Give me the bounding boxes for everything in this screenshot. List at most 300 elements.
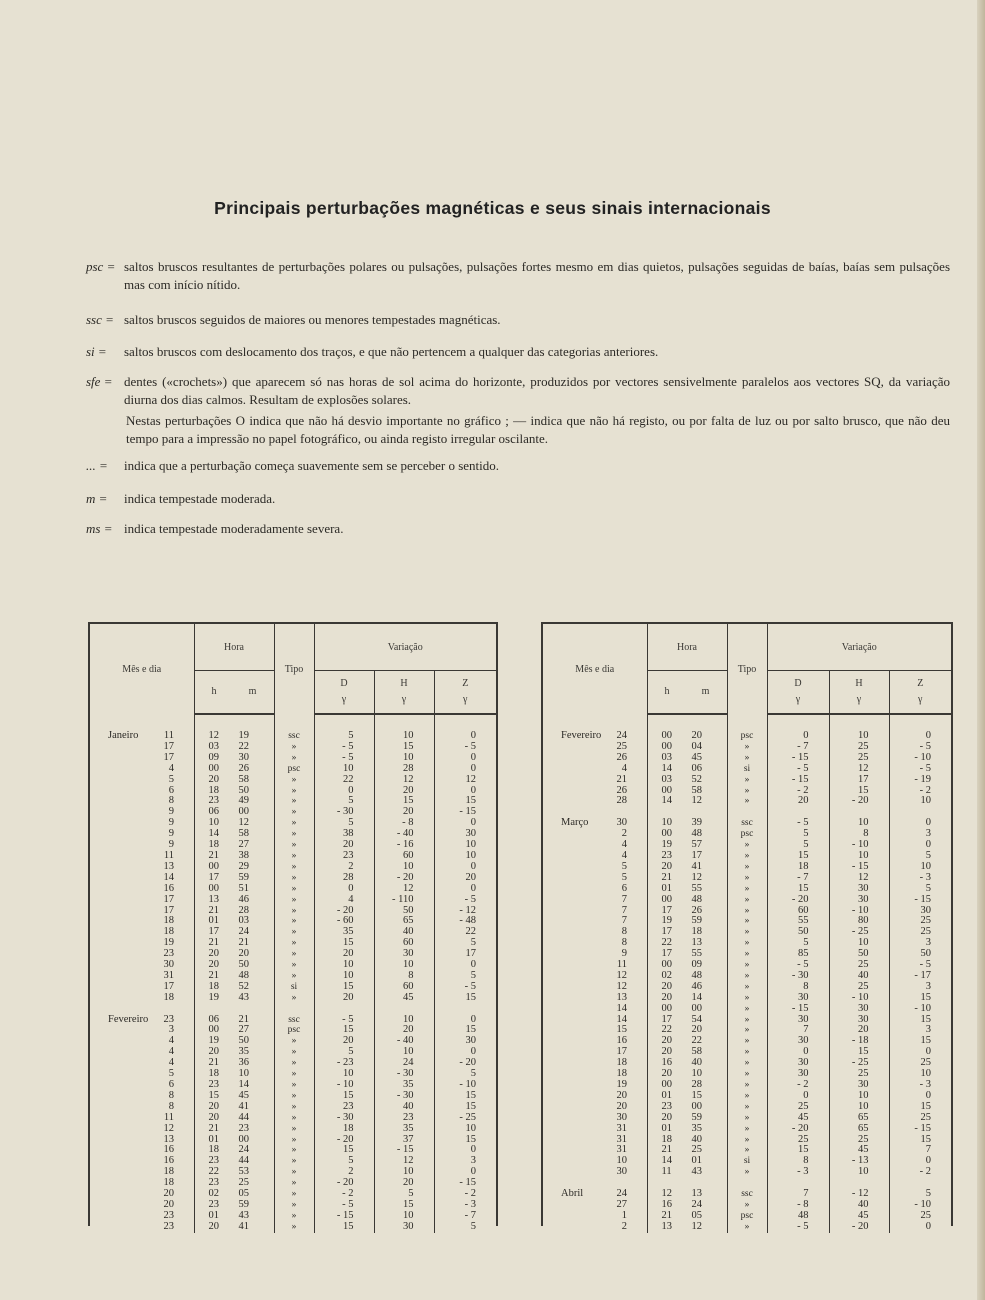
day-value: 7	[621, 904, 627, 916]
def-text: dentes («crochets») que aparecem só nas horas de sol acima do horizonte, produzidos por vectores sensivelmente paralelos aos vectores SQ, da variação diurna dos dias calmos. Resultam de explosões solares.	[124, 374, 950, 407]
table-row	[90, 971, 496, 982]
cell-d: 10	[314, 960, 374, 971]
cell-d: - 5	[314, 1200, 374, 1211]
hour-value: 17	[661, 948, 672, 960]
cell-hour	[194, 927, 274, 938]
cell-month-day	[543, 753, 647, 764]
table-row	[543, 993, 951, 1004]
cell-type: ssc	[274, 731, 314, 742]
hour-value: 10	[208, 817, 219, 829]
minute-value: 21	[238, 1013, 249, 1025]
cell-hour	[647, 927, 727, 938]
cell-h: 12	[829, 873, 889, 884]
cell-month-day	[90, 1124, 194, 1135]
cell-month-day	[90, 1047, 194, 1058]
gamma-unit: γ	[401, 694, 407, 705]
minute-value: 58	[691, 1046, 702, 1058]
cell-z: 15	[465, 1089, 476, 1101]
def-text: saltos bruscos seguidos de maiores ou menores tempestades magnéticas.	[124, 312, 501, 327]
cell-d: - 23	[314, 1058, 374, 1069]
table-row	[543, 1102, 951, 1113]
cell-z: 50	[920, 948, 931, 960]
cell-type: »	[274, 1189, 314, 1200]
cell-d: - 15	[767, 1004, 829, 1015]
cell-d: 5	[314, 1047, 374, 1058]
hour-value: 00	[208, 762, 219, 774]
month-label: Janeiro	[108, 730, 139, 741]
table-row	[90, 993, 496, 1004]
cell-h: - 10	[829, 906, 889, 917]
spacer-row	[90, 714, 496, 731]
cell-type: »	[727, 1015, 767, 1026]
cell-month-day	[543, 1167, 647, 1178]
cell-month-day	[543, 1178, 647, 1189]
day-value: 8	[621, 937, 627, 949]
day-value: 11	[616, 959, 627, 971]
day-value: 13	[163, 860, 174, 872]
cell-d: - 20	[314, 1178, 374, 1189]
cell-month-day	[90, 873, 194, 884]
col-type: Tipo	[274, 624, 314, 714]
minute-value: 27	[238, 1024, 249, 1036]
cell-hour	[194, 1200, 274, 1211]
cell-z: - 5	[919, 740, 931, 752]
cell-type: »	[274, 1156, 314, 1167]
hour-value: 14	[661, 1155, 672, 1167]
cell-h: 12	[374, 775, 434, 786]
cell-hour	[647, 829, 727, 840]
day-value: 16	[163, 1155, 174, 1167]
cell-z: 0	[470, 730, 476, 741]
table-row	[90, 1036, 496, 1047]
cell-hour	[647, 1047, 727, 1058]
table-row	[90, 818, 496, 829]
cell-month-day	[90, 1058, 194, 1069]
cell-hour	[194, 916, 274, 927]
cell-z: 22	[465, 926, 476, 938]
cell-z: - 19	[914, 773, 931, 785]
cell-hour	[647, 993, 727, 1004]
minute-value: 35	[238, 1046, 249, 1058]
col-hm	[194, 671, 274, 715]
hour-value: 23	[208, 795, 219, 807]
col-h: h	[664, 686, 670, 697]
cell-h: 50	[829, 949, 889, 960]
table-row	[543, 796, 951, 807]
day-value: 17	[616, 1046, 627, 1058]
cell-z: - 5	[919, 762, 931, 774]
day-value: 18	[163, 1177, 174, 1189]
minute-value: 24	[691, 1198, 702, 1210]
cell-h: 20	[374, 1025, 434, 1036]
cell-d: 2	[314, 1167, 374, 1178]
day-value: 9	[168, 806, 174, 818]
minute-value: 59	[238, 871, 249, 883]
cell-z: 10	[920, 860, 931, 872]
cell-h: 15	[829, 786, 889, 797]
cell-h: 10	[829, 1167, 889, 1178]
minute-value: 45	[238, 1089, 249, 1101]
cell-type: »	[274, 742, 314, 753]
cell-type: »	[274, 1200, 314, 1211]
col-z	[889, 671, 951, 715]
cell-z: 15	[920, 1035, 931, 1047]
cell-hour	[647, 916, 727, 927]
cell-month-day	[543, 829, 647, 840]
cell-month-day	[543, 1222, 647, 1233]
table-row	[90, 1047, 496, 1058]
cell-type: »	[274, 1113, 314, 1124]
cell-z: 15	[465, 795, 476, 807]
hour-value: 16	[661, 1198, 672, 1210]
cell-d: 0	[767, 1091, 829, 1102]
cell-d: - 5	[314, 742, 374, 753]
cell-month-day	[543, 960, 647, 971]
table-row	[90, 753, 496, 764]
spacer-cell	[434, 714, 496, 731]
cell-month-day	[543, 949, 647, 960]
cell-z: 15	[465, 1100, 476, 1112]
day-value: 26	[616, 784, 627, 796]
cell-d: 20	[314, 993, 374, 1004]
table-row	[90, 1189, 496, 1200]
cell-month-day	[543, 796, 647, 807]
hour-value: 17	[661, 1013, 672, 1025]
cell-h: 8	[829, 829, 889, 840]
cell-hour	[647, 960, 727, 971]
day-value: 31	[616, 1133, 627, 1145]
day-value: 30	[616, 817, 627, 829]
cell-month-day	[543, 786, 647, 797]
cell-type: »	[274, 1211, 314, 1222]
hour-value: 01	[661, 1122, 672, 1134]
day-value: 8	[621, 926, 627, 938]
cell-hour	[194, 1025, 274, 1036]
minute-value: 46	[238, 893, 249, 905]
cell-hour	[194, 786, 274, 797]
day-value: 4	[168, 762, 174, 774]
cell-h: 10	[829, 851, 889, 862]
hour-value: 23	[208, 1198, 219, 1210]
cell-d: 28	[314, 873, 374, 884]
cell-month-day	[543, 884, 647, 895]
cell-month-day	[543, 1200, 647, 1211]
cell-type	[727, 1178, 767, 1189]
cell-z: - 5	[464, 740, 476, 752]
cell-h: 45	[374, 993, 434, 1004]
cell-hour	[647, 1058, 727, 1069]
day-value: 11	[163, 1111, 174, 1123]
day-value: 24	[616, 1188, 627, 1200]
cell-h: - 20	[829, 1222, 889, 1233]
cell-h: 65	[374, 916, 434, 927]
cell-month-day	[90, 786, 194, 797]
cell-type: »	[727, 862, 767, 873]
cell-month-day	[543, 906, 647, 917]
cell-z: 17	[465, 948, 476, 960]
table-row	[90, 1102, 496, 1113]
cell-month-day	[543, 1015, 647, 1026]
cell-type	[727, 807, 767, 818]
day-value: 25	[616, 740, 627, 752]
minute-value: 00	[238, 1133, 249, 1145]
cell-h: 20	[374, 786, 434, 797]
col-hm	[647, 671, 727, 715]
cell-type: »	[274, 840, 314, 851]
cell-hour	[647, 938, 727, 949]
cell-type: »	[274, 1102, 314, 1113]
cell-h: 17	[829, 775, 889, 786]
table-row	[90, 786, 496, 797]
cell-h: 15	[374, 1200, 434, 1211]
hour-value: 18	[208, 1144, 219, 1156]
hour-value: 20	[661, 980, 672, 992]
cell-d: 5	[767, 829, 829, 840]
gamma-unit: γ	[795, 694, 801, 705]
cell-hour	[194, 840, 274, 851]
cell-type: »	[727, 1167, 767, 1178]
day-value: 30	[163, 959, 174, 971]
cell-z: 10	[465, 1122, 476, 1134]
hour-value: 21	[661, 1209, 672, 1221]
cell-z: 5	[925, 1188, 931, 1200]
cell-hour	[194, 960, 274, 971]
cell-d: 15	[314, 1025, 374, 1036]
cell-month-day	[543, 1004, 647, 1015]
cell-d: - 3	[767, 1167, 829, 1178]
day-value: 12	[616, 969, 627, 981]
table-row	[543, 927, 951, 938]
minute-value: 28	[691, 1079, 702, 1090]
minute-value: 25	[238, 1177, 249, 1189]
cell-d: - 5	[314, 753, 374, 764]
day-value: 12	[163, 1122, 174, 1134]
cell-h: 10	[374, 753, 434, 764]
cell-h	[374, 1004, 434, 1015]
day-value: 16	[616, 1035, 627, 1047]
cell-month-day	[90, 829, 194, 840]
day-value: 7	[621, 915, 627, 927]
cell-type: »	[727, 1135, 767, 1146]
table-row	[90, 1156, 496, 1167]
cell-z: 0	[470, 1013, 476, 1025]
table-row	[543, 1080, 951, 1091]
cell-z: 10	[920, 795, 931, 807]
cell-z: 0	[470, 1166, 476, 1178]
minute-value: 05	[238, 1188, 249, 1200]
cell-month-day	[543, 742, 647, 753]
hour-value: 23	[208, 1177, 219, 1189]
day-value: 9	[621, 948, 627, 960]
cell-month-day	[543, 1058, 647, 1069]
cell-d: 30	[767, 1058, 829, 1069]
hour-value: 14	[661, 762, 672, 774]
col-month-day: Mês e dia	[543, 624, 647, 714]
day-value: 17	[163, 893, 174, 905]
hour-value: 23	[661, 849, 672, 861]
hour-value: 20	[661, 1068, 672, 1080]
cell-hour	[194, 971, 274, 982]
hour-value: 00	[661, 730, 672, 741]
cell-hour	[194, 829, 274, 840]
cell-h: 30	[829, 1015, 889, 1026]
hour-value: 17	[208, 926, 219, 938]
day-value: 6	[168, 1079, 174, 1090]
day-value: 18	[616, 1068, 627, 1080]
cell-hour	[194, 938, 274, 949]
cell-type: »	[274, 1178, 314, 1189]
minute-value: 10	[238, 1068, 249, 1080]
col-h-field	[374, 671, 434, 715]
minute-value: 27	[238, 839, 249, 851]
day-value: 23	[163, 1209, 174, 1221]
gamma-unit: γ	[918, 694, 923, 705]
cell-z: 0	[470, 817, 476, 829]
cell-hour	[647, 1156, 727, 1167]
spacer-cell	[767, 714, 829, 731]
minute-value: 48	[238, 969, 249, 981]
cell-type: »	[274, 1091, 314, 1102]
cell-h: 40	[374, 927, 434, 938]
cell-type: »	[727, 1025, 767, 1036]
cell-type: »	[727, 1004, 767, 1015]
cell-month-day	[543, 873, 647, 884]
col-m: m	[248, 686, 257, 697]
table-row	[543, 1047, 951, 1058]
table-row	[543, 916, 951, 927]
minute-value: 13	[691, 937, 702, 949]
day-value: 4	[621, 849, 627, 861]
cell-hour	[194, 1058, 274, 1069]
cell-h: 30	[829, 1080, 889, 1091]
cell-hour	[194, 807, 274, 818]
table-row	[90, 807, 496, 818]
day-value: 26	[616, 751, 627, 763]
hour-value: 23	[661, 1100, 672, 1112]
minute-value: 59	[691, 915, 702, 927]
cell-type: »	[727, 938, 767, 949]
cell-z: - 15	[459, 1177, 476, 1189]
day-value: 4	[168, 1046, 174, 1058]
table-row	[90, 1058, 496, 1069]
cell-type: »	[727, 742, 767, 753]
hour-value: 00	[208, 1024, 219, 1036]
minute-value: 26	[691, 904, 702, 916]
cell-d: 15	[767, 1145, 829, 1156]
hour-value: 01	[661, 1089, 672, 1101]
minute-value: 17	[691, 849, 702, 861]
cell-z: 25	[920, 926, 931, 938]
cell-d: 15	[767, 884, 829, 895]
cell-h: 40	[374, 1102, 434, 1113]
cell-h: - 10	[829, 840, 889, 851]
cell-h: 5	[374, 1189, 434, 1200]
cell-month-day	[90, 742, 194, 753]
cell-hour	[194, 895, 274, 906]
minute-value: 54	[691, 1013, 702, 1025]
day-value: 24	[616, 730, 627, 741]
col-h-field	[829, 671, 889, 715]
hour-value: 17	[661, 904, 672, 916]
table-row	[543, 906, 951, 917]
hour-value: 18	[208, 1068, 219, 1080]
day-value: 27	[616, 1198, 627, 1210]
table-row	[543, 982, 951, 993]
cell-h: 15	[829, 1047, 889, 1058]
def-ssc	[86, 311, 950, 343]
hour-value: 17	[208, 871, 219, 883]
day-value: 20	[616, 1089, 627, 1101]
minute-value: 12	[691, 1220, 702, 1232]
cell-month-day	[90, 753, 194, 764]
day-value: 8	[168, 1089, 174, 1101]
cell-type: ssc	[727, 818, 767, 829]
def-si	[86, 343, 950, 373]
day-value: 19	[163, 937, 174, 949]
cell-type: »	[274, 796, 314, 807]
cell-z: - 10	[914, 1198, 931, 1210]
cell-d: 10	[314, 764, 374, 775]
cell-month-day	[543, 1047, 647, 1058]
cell-hour	[647, 1145, 727, 1156]
col-variation: Variação	[841, 641, 877, 653]
minute-value: 23	[238, 1122, 249, 1134]
cell-type: »	[274, 971, 314, 982]
table-row	[90, 1091, 496, 1102]
table-row	[543, 971, 951, 982]
hour-value: 20	[661, 860, 672, 872]
cell-type: »	[727, 1069, 767, 1080]
minute-value: 38	[238, 849, 249, 861]
cell-h: 23	[374, 1113, 434, 1124]
cell-month-day	[543, 807, 647, 818]
cell-type: »	[274, 753, 314, 764]
cell-h: - 25	[829, 927, 889, 938]
cell-z: - 2	[919, 1166, 931, 1178]
hour-value: 20	[661, 1046, 672, 1058]
hour-value: 20	[208, 959, 219, 971]
table-row	[543, 1015, 951, 1026]
hour-value: 19	[208, 991, 219, 1003]
minute-value: 21	[238, 937, 249, 949]
cell-d: 18	[767, 862, 829, 873]
cell-h: 60	[374, 982, 434, 993]
cell-hour	[194, 1091, 274, 1102]
cell-d: 15	[767, 851, 829, 862]
cell-d: 7	[767, 1025, 829, 1036]
month-label: Fevereiro	[561, 730, 602, 741]
hour-value: 13	[661, 1220, 672, 1232]
note-paragraph: Nestas perturbações O indica que não há desvio importante no gráfico ; — indica que não há registo, ou por falta de luz ou por salto brusco, que não deu tempo para a impressão no papel fotográfico, ou ainda registo irregular oscilante.	[126, 413, 950, 446]
minute-value: 09	[691, 959, 702, 971]
day-value: 14	[616, 1002, 627, 1014]
cell-z: - 3	[464, 1198, 476, 1210]
minute-value: 13	[691, 1188, 702, 1200]
cell-type: »	[274, 1135, 314, 1146]
minute-value: 48	[691, 828, 702, 840]
cell-h: 40	[829, 1200, 889, 1211]
cell-month-day	[90, 862, 194, 873]
cell-h: - 13	[829, 1156, 889, 1167]
cell-month-day	[90, 1167, 194, 1178]
cell-month-day	[543, 1124, 647, 1135]
hour-value: 21	[208, 904, 219, 916]
disturbance-table-left	[88, 622, 498, 1232]
cell-d: 55	[767, 916, 829, 927]
cell-hour	[647, 862, 727, 873]
cell-month-day	[90, 993, 194, 1004]
col-h: h	[211, 686, 217, 697]
